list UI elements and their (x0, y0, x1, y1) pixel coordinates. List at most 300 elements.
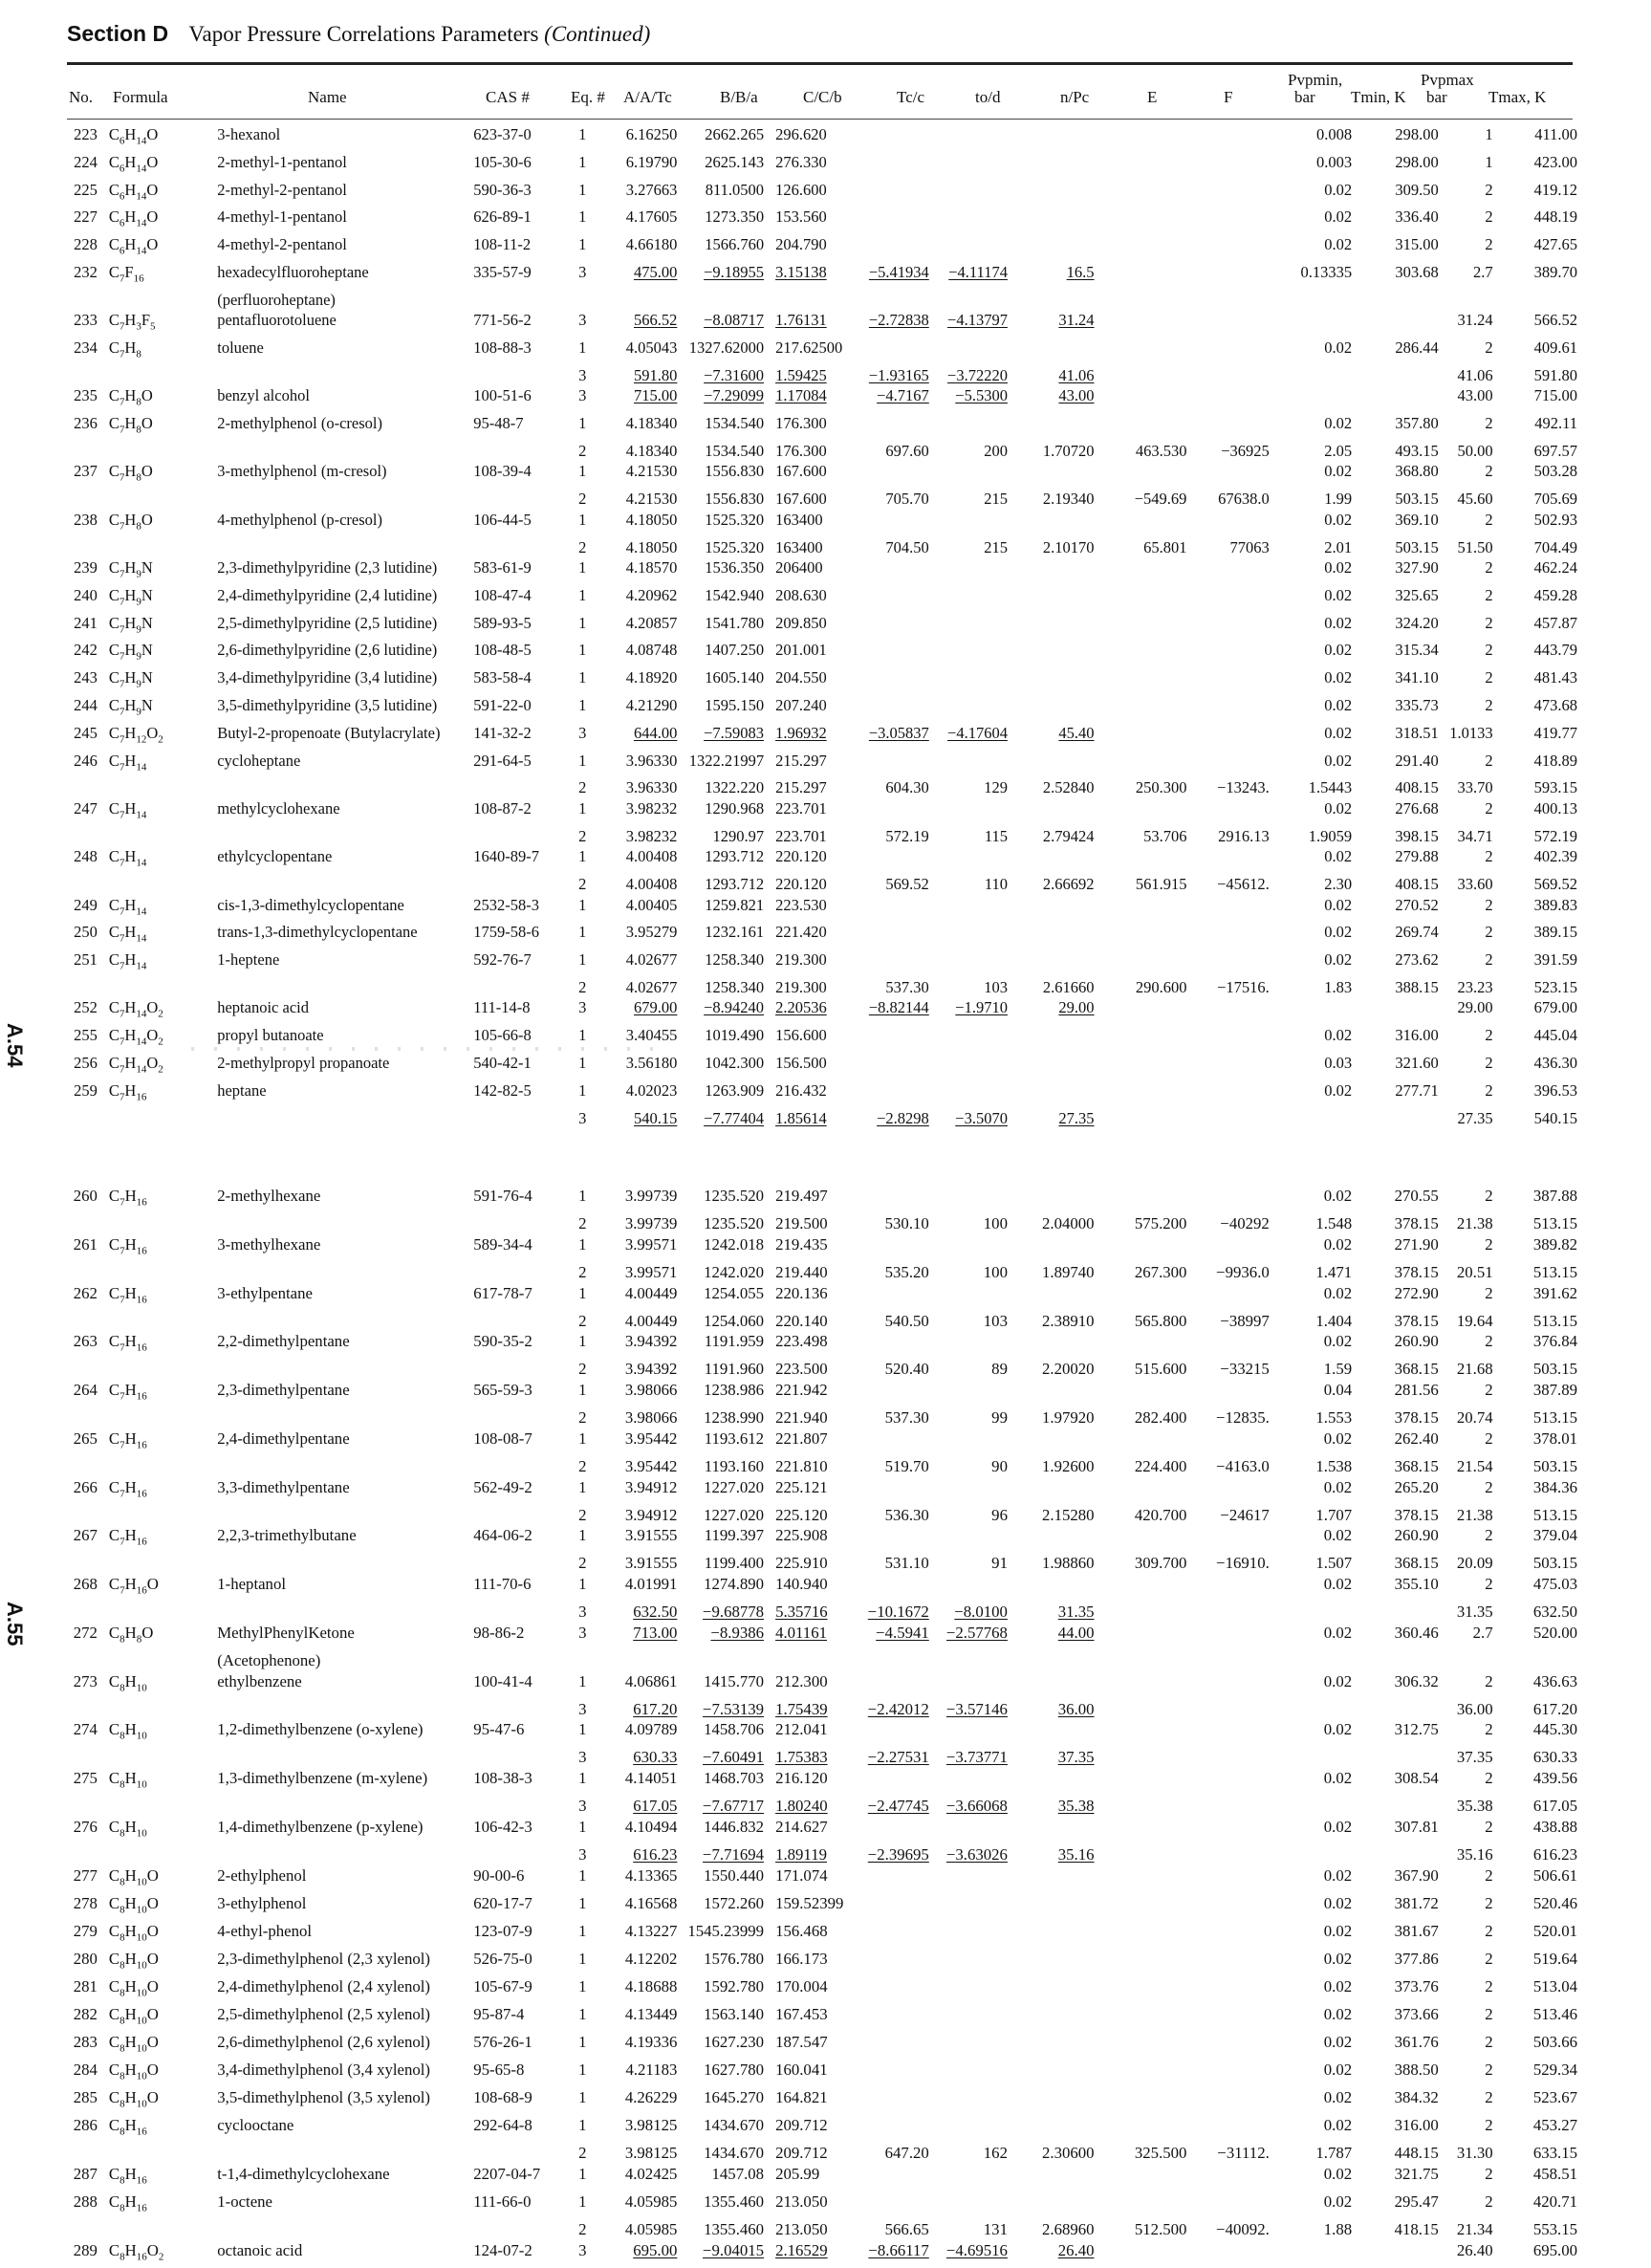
cell-d (848, 152, 932, 180)
cell-f: 26.40 (1057, 2240, 1095, 2259)
cell-pvmax: 2 (1485, 668, 1493, 687)
cell-formula (103, 1262, 204, 1283)
cell-h (1190, 152, 1272, 180)
cell-d (848, 798, 932, 826)
cell-e: 162 (983, 2144, 1008, 2163)
cell-tmax: 436.30 (1533, 1054, 1577, 1073)
cell-pvmax: 2 (1485, 414, 1493, 433)
cell-formula: $C_7H_{14}$ (108, 798, 147, 821)
cell-pvmin: 1.83 (1324, 977, 1353, 996)
cell-g (1098, 461, 1191, 489)
cell-c: 2.16529 (775, 2240, 828, 2259)
cell-no: 261 (73, 1234, 98, 1254)
cell-name: 1-heptanol (217, 1575, 286, 1594)
cell-no (67, 874, 103, 895)
cell-c: 1.76131 (775, 311, 827, 330)
cell-g: 309.700 (1134, 1554, 1187, 1573)
cell-pvmin: 0.02 (1323, 1623, 1353, 1642)
cell-name: 3,5-dimethylpyridine (3,5 lutidine) (217, 696, 438, 715)
cell-d (848, 1768, 932, 1796)
cell-pvmin: 1.471 (1315, 1262, 1353, 1281)
cell-c: 3.15138 (775, 262, 827, 281)
cell-no: 260 (73, 1187, 98, 1205)
cell-c: 207.240 (775, 696, 827, 715)
cell-d: 519.70 (884, 1456, 929, 1475)
cell-cas: 590-36-3 (473, 180, 532, 199)
cell-a: 4.02677 (625, 977, 678, 996)
cell-cas: 583-61-9 (473, 558, 532, 578)
cell-formula: $C_7H_{14}$ (108, 950, 147, 972)
cell-tmin: 321.60 (1395, 1054, 1439, 1073)
cell-name: 1-heptene (217, 950, 280, 970)
cell-a: 4.18570 (625, 558, 678, 578)
cell-g: 325.500 (1134, 2144, 1187, 2163)
table-row (67, 2004, 1577, 2032)
cell-pvmax: 2 (1485, 751, 1493, 770)
cell-no: 287 (73, 2165, 98, 2184)
table-row (67, 1699, 1577, 1720)
cell-h (1190, 1796, 1272, 1817)
cell-pvmax: 2 (1485, 235, 1493, 254)
cell-name (204, 537, 467, 558)
cell-d (848, 338, 932, 365)
cell-d: 540.50 (884, 1311, 929, 1330)
col-c: C/C/b (803, 88, 842, 106)
cell-formula: $C_8H_{10}O$ (108, 1921, 159, 1944)
cell-cas: 617-78-7 (473, 1283, 532, 1302)
cell-e: −4.11174 (948, 262, 1008, 281)
cell-h (1190, 1331, 1272, 1359)
cell-formula: $C_7F_{16}$ (108, 262, 144, 285)
cell-e (933, 234, 1011, 262)
cell-formula: $C_6H_{14}O$ (108, 152, 159, 175)
cell-pvmin: 0.02 (1323, 1526, 1353, 1545)
cell-g (1098, 1976, 1191, 2004)
cell-pvmax: 2 (1485, 1575, 1493, 1594)
cell-b: 1242.018 (704, 1234, 765, 1254)
cell-f (1011, 1080, 1098, 1108)
cell-f (1011, 640, 1098, 667)
cell-name (204, 977, 467, 998)
cell-cas: 565-59-3 (473, 1381, 532, 1400)
cell-e: −4.17604 (947, 723, 1008, 742)
cell-cas (467, 977, 568, 998)
cell-tmin: 272.90 (1394, 1283, 1439, 1302)
cell-cas: 100-41-4 (473, 1671, 532, 1690)
cell-h (1190, 2060, 1272, 2087)
cell-e: 215 (984, 537, 1008, 556)
cell-b: 1238.986 (704, 1381, 765, 1400)
table-row (67, 846, 1577, 874)
cell-d (848, 290, 932, 311)
cell-e (933, 751, 1011, 778)
cell-c: 160.041 (775, 2061, 828, 2080)
cell-tmax: 523.67 (1532, 2088, 1577, 2107)
table-row (67, 826, 1577, 847)
cell-b: 1458.706 (704, 1720, 765, 1739)
cell-no: 224 (74, 152, 98, 171)
cell-f (1011, 2192, 1098, 2219)
cell-cas (467, 2219, 568, 2240)
cell-g (1098, 1380, 1191, 1407)
cell-pvmax: 2 (1485, 1026, 1493, 1045)
cell-c: 159.52399 (775, 1893, 844, 1912)
cell-d (848, 461, 932, 489)
cell-pvmin (1273, 1844, 1356, 1865)
cell-name (204, 1262, 467, 1283)
cell-name: 1,2-dimethylbenzene (o-xylene) (217, 1720, 424, 1739)
col-name: Name (308, 88, 347, 106)
cell-cas (467, 1553, 568, 1574)
cell-g: 282.400 (1134, 1408, 1187, 1428)
cell-cas: 589-93-5 (473, 613, 532, 632)
cell-a: 3.91555 (624, 1554, 678, 1573)
cell-pvmax: 2 (1485, 1720, 1493, 1739)
cell-tmax (1497, 1650, 1577, 1671)
cell-a: 3.91555 (624, 1526, 678, 1545)
cell-name (204, 489, 467, 510)
cell-b: 1254.060 (704, 1311, 765, 1330)
cell-name: 1,3-dimethylbenzene (m-xylene) (217, 1769, 428, 1788)
cell-eq: 1 (578, 1865, 587, 1885)
col-pvmax-2: bar (1426, 88, 1447, 106)
cell-name (204, 1311, 467, 1332)
cell-c: 213.050 (775, 2192, 828, 2212)
cell-tmin: 260.90 (1394, 1526, 1439, 1545)
cell-a: 4.20857 (625, 613, 678, 632)
cell-eq: 3 (578, 723, 587, 742)
cell-e (933, 1921, 1011, 1949)
cell-pvmax: 43.00 (1457, 386, 1493, 405)
cell-a: 695.00 (633, 2240, 678, 2259)
cell-pvmin: 0.02 (1324, 613, 1353, 632)
cell-formula: $C_7H_{16}$ (108, 1428, 147, 1451)
cell-d: −4.5941 (876, 1623, 929, 1642)
cell-h (1190, 1817, 1272, 1844)
cell-pvmin: 0.02 (1323, 1332, 1353, 1351)
table-row (67, 922, 1577, 949)
cell-name (204, 365, 467, 386)
cell-cas (467, 1844, 568, 1865)
cell-name: 2,4-dimethylpentane (217, 1428, 350, 1448)
cell-tmin: 270.52 (1395, 895, 1439, 914)
cell-h (1190, 1186, 1272, 1213)
cell-h (1190, 895, 1272, 923)
cell-c: 209.850 (775, 613, 827, 632)
cell-f (1011, 1025, 1098, 1053)
cell-tmax (1497, 290, 1577, 311)
cell-e (933, 1025, 1011, 1053)
cell-e (933, 1768, 1011, 1796)
cell-e: −3.57146 (945, 1699, 1008, 1718)
cell-c: 212.300 (775, 1671, 828, 1690)
cell-tmin: 276.68 (1395, 798, 1439, 818)
cell-pvmin: 0.02 (1323, 1575, 1353, 1594)
cell-cas: 108-68-9 (473, 2088, 532, 2107)
cell-h: −40092. (1216, 2220, 1270, 2239)
cell-c: 213.050 (775, 2220, 828, 2239)
cell-tmin (1356, 1699, 1443, 1720)
cell-b: 1254.055 (704, 1283, 765, 1302)
cell-e (933, 557, 1011, 585)
cell-name: 2,6-dimethylphenol (2,6 xylenol) (217, 2033, 431, 2052)
cell-name: ethylcyclopentane (217, 847, 333, 866)
cell-pvmin: 0.02 (1324, 558, 1353, 578)
cell-b: −7.60491 (703, 1748, 765, 1767)
cell-pvmax: 29.00 (1457, 998, 1493, 1017)
cell-h (1190, 922, 1272, 949)
cell-name (204, 777, 467, 798)
cell-tmax: 459.28 (1533, 585, 1577, 604)
cell-e (933, 846, 1011, 874)
cell-tmin: 273.62 (1395, 950, 1439, 970)
cell-cas: 626-89-1 (473, 207, 532, 227)
cell-d: 566.65 (884, 2220, 929, 2239)
cell-no (67, 1796, 103, 1817)
cell-d: −1.93165 (868, 365, 929, 384)
cell-formula: $C_7H_3F_5$ (108, 311, 156, 333)
cell-e (933, 1817, 1011, 1844)
cell-e (933, 1331, 1011, 1359)
cell-tmin (1356, 1650, 1443, 1671)
cell-no: 259 (74, 1080, 98, 1100)
cell-c: 209.712 (775, 2144, 828, 2163)
cell-f (1011, 1380, 1098, 1407)
cell-c: 220.140 (775, 1311, 828, 1330)
table-row (67, 895, 1577, 923)
table-row (67, 1311, 1577, 1332)
cell-g (1098, 1053, 1191, 1080)
table-row (67, 1407, 1577, 1428)
cell-g (1098, 262, 1191, 290)
cell-formula: $C_7H_8O$ (108, 462, 153, 484)
table-row (67, 798, 1577, 826)
cell-pvmax: 2 (1485, 1921, 1493, 1940)
cell-b: 1576.780 (704, 1949, 765, 1968)
cell-a: 4.00449 (624, 1311, 678, 1330)
cell-d (848, 2060, 932, 2087)
cell-c: 221.942 (775, 1381, 828, 1400)
cell-a: 3.99739 (624, 1187, 678, 1205)
cell-name (204, 1602, 467, 1623)
cell-g (1098, 895, 1191, 923)
cell-name (204, 2219, 467, 2240)
cell-eq (569, 290, 597, 311)
cell-c (768, 290, 848, 311)
cell-formula: $C_8H_{10}O$ (108, 1893, 159, 1916)
cell-formula (103, 441, 204, 462)
cell-a: 3.94912 (624, 1477, 678, 1496)
cell-eq: 1 (578, 1720, 587, 1739)
cell-h: 67638.0 (1218, 490, 1270, 509)
cell-pvmax: 20.74 (1456, 1408, 1493, 1428)
cell-eq: 1 (578, 1428, 587, 1448)
cell-c: 163400 (775, 537, 823, 556)
cell-b: 811.0500 (705, 180, 765, 199)
cell-pvmax: 2.7 (1472, 262, 1493, 281)
cell-eq: 1 (578, 152, 587, 171)
cell-eq: 2 (578, 2220, 587, 2239)
cell-name: 3,5-dimethylphenol (3,5 xylenol) (217, 2088, 431, 2107)
cell-name: 3-ethylpentane (217, 1283, 313, 1302)
cell-name (204, 441, 467, 462)
cell-g (1098, 1921, 1191, 1949)
cell-a: 4.66180 (625, 235, 678, 254)
cell-name (204, 1796, 467, 1817)
cell-cas: 623-37-0 (473, 125, 532, 143)
cell-g (1098, 413, 1191, 441)
cell-no (67, 1844, 103, 1865)
cell-h (1190, 1671, 1272, 1699)
cell-pvmax: 2 (1485, 696, 1493, 715)
cell-cas: 592-76-7 (473, 950, 532, 970)
cell-d: −2.47745 (867, 1797, 929, 1816)
cell-tmin: 298.00 (1395, 152, 1439, 171)
cell-name: ethylbenzene (217, 1671, 302, 1690)
table-row (67, 1865, 1577, 1893)
cell-no: 246 (74, 751, 98, 770)
table-row (67, 152, 1577, 180)
cell-pvmax: 37.35 (1456, 1748, 1493, 1767)
cell-c: 219.300 (775, 977, 827, 996)
cell-tmax: 389.82 (1532, 1234, 1577, 1254)
table-row (67, 777, 1577, 798)
cell-no: 250 (74, 923, 98, 942)
cell-h: −31112. (1217, 2144, 1270, 2163)
cell-b: 1235.520 (704, 1214, 765, 1233)
cell-eq: 2 (578, 1554, 587, 1573)
cell-pvmin: 1.507 (1315, 1554, 1353, 1573)
cell-c: 223.530 (775, 895, 827, 914)
header-underline (67, 119, 1573, 120)
cell-tmin (1356, 1844, 1443, 1865)
table-row (67, 1456, 1577, 1477)
cell-cas (467, 1747, 568, 1768)
table-row (67, 1623, 1577, 1650)
cell-f: 1.98860 (1041, 1554, 1095, 1573)
cell-f (1011, 180, 1098, 207)
cell-f: 2.20020 (1041, 1360, 1095, 1379)
cell-tmax: 529.34 (1532, 2061, 1577, 2080)
cell-no (67, 1505, 103, 1526)
cell-cas (467, 489, 568, 510)
cell-pvmax: 31.24 (1457, 311, 1493, 330)
cell-g: 290.600 (1135, 977, 1187, 996)
cell-tmax: 443.79 (1533, 641, 1577, 660)
cell-tmin: 265.20 (1394, 1477, 1439, 1496)
cell-d (848, 180, 932, 207)
cell-e (933, 1234, 1011, 1262)
cell-cas: 771-56-2 (473, 311, 532, 330)
cell-formula (103, 1844, 204, 1865)
data-table-top (67, 124, 1577, 1128)
cell-eq: 2 (578, 1214, 587, 1233)
cell-d (848, 1428, 932, 1456)
cell-pvmin: 0.02 (1323, 1949, 1353, 1968)
cell-name: heptanoic acid (217, 998, 309, 1017)
cell-name: propyl butanoate (217, 1026, 324, 1045)
cell-no: 289 (73, 2240, 98, 2259)
cell-tmin: 378.15 (1394, 1505, 1439, 1524)
cell-h (1190, 262, 1272, 290)
cell-a: 3.98232 (625, 798, 678, 818)
cell-tmax: 704.49 (1533, 537, 1577, 556)
cell-d (848, 234, 932, 262)
cell-name: (Acetophenone) (217, 1650, 321, 1669)
cell-tmax: 630.33 (1532, 1748, 1577, 1767)
cell-eq: 2 (578, 1456, 587, 1475)
cell-tmax: 632.50 (1532, 1603, 1577, 1622)
cell-tmax: 519.64 (1532, 1949, 1577, 1968)
cell-e: 100 (983, 1262, 1008, 1281)
cell-c: 221.810 (775, 1456, 828, 1475)
cell-f: 1.70720 (1042, 441, 1095, 460)
cell-tmin: 270.55 (1394, 1187, 1439, 1205)
cell-eq: 1 (578, 338, 587, 358)
cell-eq: 1 (578, 414, 587, 433)
cell-no (67, 489, 103, 510)
cell-name (204, 1505, 467, 1526)
cell-formula (103, 1553, 204, 1574)
cell-g (1098, 124, 1191, 152)
cell-c: 4.01161 (775, 1623, 827, 1642)
cell-eq: 1 (578, 1381, 587, 1400)
cell-c: 214.627 (775, 1817, 828, 1836)
cell-tmin: 316.00 (1394, 2116, 1439, 2135)
cell-tmax: 457.87 (1533, 613, 1577, 632)
cell-pvmax: 31.30 (1456, 2144, 1493, 2163)
cell-eq: 1 (578, 1187, 587, 1205)
cell-f (1011, 1949, 1098, 1976)
cell-b: 1525.320 (705, 537, 765, 556)
cell-a: 4.02425 (624, 2165, 678, 2184)
cell-tmax: 679.00 (1533, 998, 1577, 1017)
table-row (67, 1817, 1577, 1844)
cell-tmax: 445.30 (1532, 1720, 1577, 1739)
cell-g (1098, 585, 1191, 613)
cell-tmax: 633.15 (1532, 2144, 1577, 2163)
cell-g (1098, 180, 1191, 207)
cell-b: 1627.780 (704, 2061, 765, 2080)
cell-h (1190, 2164, 1272, 2192)
cell-g (1098, 1817, 1191, 1844)
col-f: n/Pc (1060, 88, 1090, 106)
cell-cas: 108-11-2 (473, 235, 532, 254)
cell-f (1011, 949, 1098, 977)
cell-a: 3.98066 (624, 1408, 678, 1428)
cell-eq: 1 (578, 1575, 587, 1594)
cell-f (1011, 2004, 1098, 2032)
cell-tmin: 388.50 (1394, 2061, 1439, 2080)
cell-e (933, 1380, 1011, 1407)
cell-tmax: 418.89 (1533, 751, 1577, 770)
cell-d (848, 1525, 932, 1553)
cell-cas: 335-57-9 (473, 262, 532, 281)
cell-d: 705.70 (885, 490, 929, 509)
cell-h (1190, 124, 1272, 152)
cell-cas: 90-00-6 (473, 1865, 525, 1885)
cell-pvmin: 0.02 (1324, 338, 1353, 358)
cell-pvmax: 2 (1485, 1080, 1493, 1100)
cell-c: 276.330 (775, 152, 827, 171)
cell-no: 255 (74, 1026, 98, 1045)
cell-h (1190, 413, 1272, 441)
cell-pvmin: 0.02 (1324, 1026, 1353, 1045)
table-row (67, 180, 1577, 207)
cell-b: 1434.670 (704, 2116, 765, 2135)
cell-tmax: 475.03 (1532, 1575, 1577, 1594)
cell-e (933, 152, 1011, 180)
